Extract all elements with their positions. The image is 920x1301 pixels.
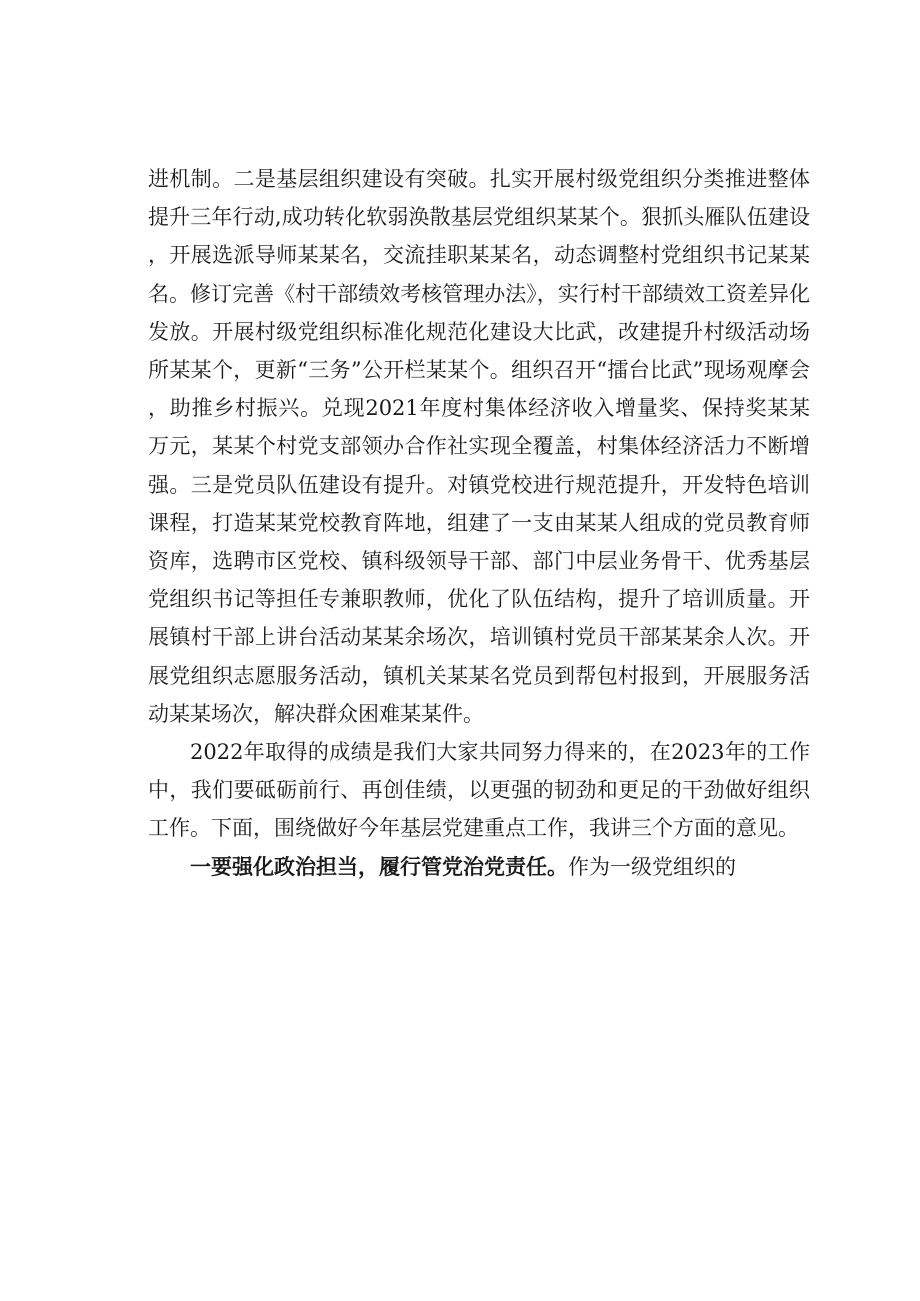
paragraph-achievements-intro: 2022年取得的成绩是我们大家共同努力得来的，在2023年的工作中，我们要砥砺前行、再创佳绩，以更强的韧劲和更足的干劲做好组织工作。下面，围绕做好今年基层党建重点工作，我讲三个方面的意见。 [148, 740, 810, 841]
document-body [148, 160, 810, 886]
paragraph-first-opinion [148, 848, 810, 886]
paragraph-body-text: 作为一级党组织的 [568, 854, 736, 879]
paragraph-progress-summary: 进机制。二是基层组织建设有突破。扎实开展村级党组织分类推进整体提升三年行动,成功转化软弱涣散基层党组织某某个。狠抓头雁队伍建设，开展选派导师某某名，交流挂职某某名，动态调整村党组织书记某某名。修订完善《村干部绩效考核管理办法》，实行村干部绩效工资差异化发放。开展村级党组织标准化规范化建设大比武，改建提升村级活动场所某某个，更新“三务”公开栏某某个。组织召开“擂台比武”现场观摩会，助推乡村振兴。兑现2021年度村集体经济收入增量奖、保持奖某某万元，某某个村党支部领办合作社实现全覆盖，村集体经济活力不断增强。三是党员队伍建设有提升。对镇党校进行规范提升，开发特色培训课程，打造某某党校教育阵地，组建了一支由某某人组成的党员教育师资库，选聘市区党校、镇科级领导干部、部门中层业务骨干、优秀基层党组织书记等担任专兼职教师，优化了队伍结构，提升了培训质量。开展镇村干部上讲台活动某某余场次，培训镇村党员干部某某余人次。开展党组织志愿服务活动，镇机关某某名党员到帮包村报到，开展服务活动某某场次，解决群众困难某某件。 [148, 167, 810, 726]
paragraph-lead-heading: 一要强化政治担当，履行管党治党责任。 [190, 853, 568, 879]
